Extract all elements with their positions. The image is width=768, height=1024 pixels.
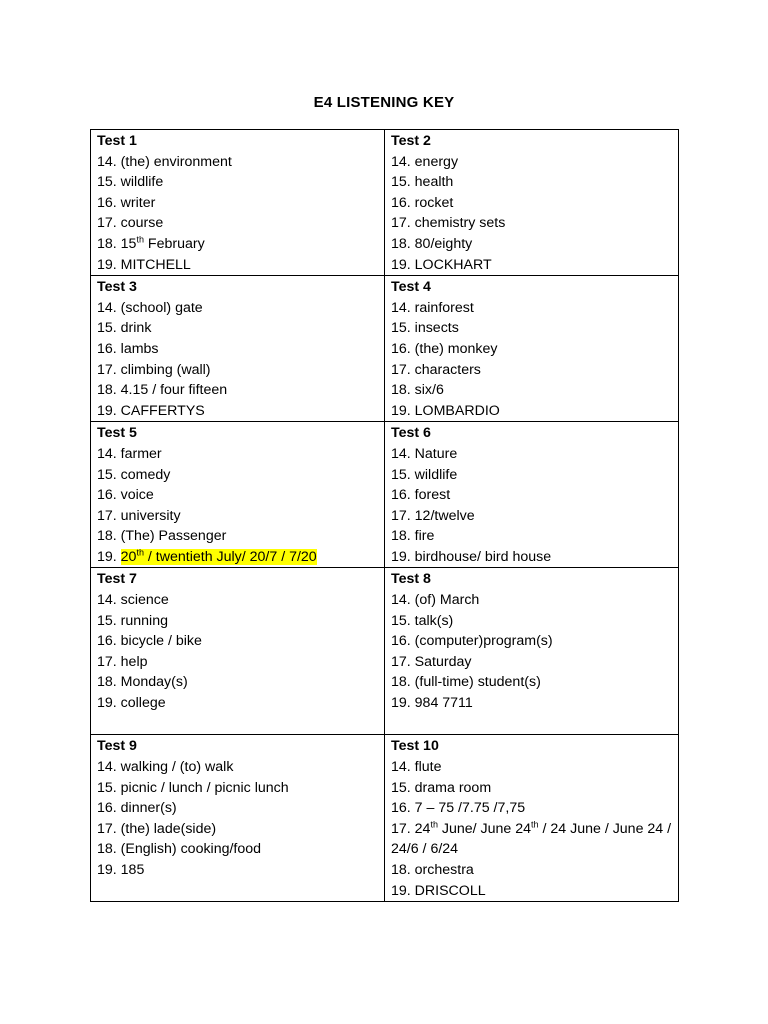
test-8-answer-16: 16. (computer)program(s) — [391, 633, 553, 650]
test-2-answer-17: 17. chemistry sets — [391, 215, 506, 232]
test-6-answer-18: 18. fire — [391, 528, 435, 545]
test-3-answer-18: 18. 4.15 / four fifteen — [97, 382, 228, 399]
test-7-cell — [91, 568, 385, 735]
test-5-answer-19-prefix: 19. — [97, 548, 121, 565]
test-1-answer-18-prefix: 18. 15 — [97, 235, 137, 252]
test-4-heading: Test 4 — [391, 279, 431, 296]
test-4-answer-16: 16. (the) monkey — [391, 340, 498, 357]
test-5-answer-19-sup: th — [136, 547, 144, 558]
test-4-answer-18: 18. six/6 — [391, 382, 444, 399]
table-row — [91, 735, 679, 902]
test-1-heading: Test 1 — [97, 133, 137, 149]
test-10-heading: Test 10 — [391, 738, 439, 755]
test-3-answer-19: 19. CAFFERTYS — [97, 402, 205, 419]
test-1-answer-18-suffix: February — [143, 235, 205, 252]
test-1-answer-18 — [97, 234, 378, 255]
test-2-answer-15: 15. health — [391, 174, 454, 191]
test-6-answer-16: 16. forest — [391, 487, 451, 504]
test-7-answer-17: 17. help — [97, 653, 148, 670]
test-2-answer-18: 18. 80/eighty — [391, 235, 473, 252]
test-5-answer-19-hl-2: / twentieth July/ 20/7 / 7/20 — [143, 548, 317, 565]
test-10-answer-19: 19. DRISCOLL — [391, 882, 486, 899]
test-4-answer-15: 15. insects — [391, 320, 459, 337]
test-5-cell — [91, 422, 385, 568]
test-3-answer-17: 17. climbing (wall) — [97, 361, 211, 378]
test-10-answer-14: 14. flute — [391, 759, 442, 776]
test-5-heading: Test 5 — [97, 425, 137, 442]
test-7-answer-18: 18. Monday(s) — [97, 674, 188, 691]
test-9-answer-19: 19. 185 — [97, 862, 145, 879]
test-2-cell — [385, 130, 679, 276]
test-2-heading: Test 2 — [391, 133, 431, 149]
test-8-cell — [385, 568, 679, 735]
table-row — [91, 130, 679, 276]
test-9-heading: Test 9 — [97, 738, 137, 755]
test-2-answer-16: 16. rocket — [391, 194, 454, 211]
test-10-answer-17-part-1: 17. 24 — [391, 820, 431, 837]
test-5-answer-18: 18. (The) Passenger — [97, 528, 227, 545]
test-3-cell — [91, 276, 385, 422]
test-9-answer-17: 17. (the) lade(side) — [97, 820, 217, 837]
test-1-answer-18-sup: th — [136, 234, 144, 245]
test-1-answer-14: 14. (the) environment — [97, 153, 232, 170]
test-9-answer-18: 18. (English) cooking/food — [97, 841, 262, 858]
test-5-answer-16: 16. voice — [97, 487, 154, 504]
test-9-answer-14: 14. walking / (to) walk — [97, 759, 234, 776]
test-10-answer-15: 15. drama room — [391, 779, 492, 796]
test-9-answer-15: 15. picnic / lunch / picnic lunch — [97, 779, 289, 796]
highlighted-answer — [121, 549, 317, 565]
test-6-cell — [385, 422, 679, 568]
test-3-heading: Test 3 — [97, 279, 137, 296]
test-1-answer-16: 16. writer — [97, 194, 156, 211]
test-3-answer-16: 16. lambs — [97, 340, 159, 357]
table-row — [91, 276, 679, 422]
test-6-answer-15: 15. wildlife — [391, 466, 458, 483]
test-10-answer-18: 18. orchestra — [391, 862, 474, 879]
test-8-answer-17: 17. Saturday — [391, 653, 472, 670]
test-9-answer-16: 16. dinner(s) — [97, 800, 177, 817]
test-8-answer-15: 15. talk(s) — [391, 612, 454, 629]
test-10-cell — [385, 735, 679, 902]
test-5-answer-14: 14. farmer — [97, 445, 162, 462]
test-6-answer-17: 17. 12/twelve — [391, 507, 475, 524]
test-8-answer-18: 18. (full-time) student(s) — [391, 674, 541, 691]
test-6-answer-19: 19. birdhouse/ bird house — [391, 548, 552, 565]
test-10-answer-17-sup-1: th — [430, 819, 438, 830]
test-10-answer-16: 16. 7 – 75 /7.75 /7,75 — [391, 800, 526, 817]
test-7-answer-14: 14. science — [97, 592, 169, 609]
test-3-answer-14: 14. (school) gate — [97, 299, 203, 316]
test-4-answer-17: 17. characters — [391, 361, 481, 378]
test-5-answer-19 — [97, 547, 378, 568]
test-1-answer-17: 17. course — [97, 215, 164, 232]
test-6-heading: Test 6 — [391, 425, 431, 442]
test-8-answer-14: 14. (of) March — [391, 592, 480, 609]
test-10-answer-17-part-2: June/ June 24 — [437, 820, 532, 837]
test-7-answer-19: 19. college — [97, 695, 166, 712]
test-1-answer-15: 15. wildlife — [97, 174, 164, 191]
test-8-heading: Test 8 — [391, 571, 431, 588]
test-7-heading: Test 7 — [97, 571, 137, 588]
test-4-cell — [385, 276, 679, 422]
test-2-answer-14: 14. energy — [391, 153, 459, 170]
test-10-answer-17-part-3: / 24 June / June 24 / 24/6 / 6/24 — [391, 820, 672, 858]
test-1-answer-19: 19. MITCHELL — [97, 256, 191, 273]
test-4-answer-19: 19. LOMBARDIO — [391, 402, 500, 419]
test-9-cell — [91, 735, 385, 902]
test-1-cell — [91, 130, 385, 276]
test-8-answer-19: 19. 984 7711 — [391, 695, 473, 712]
table-row — [91, 568, 679, 735]
page-title: E4 LISTENING KEY — [313, 94, 455, 111]
test-10-answer-17-sup-2: th — [531, 819, 539, 830]
test-4-answer-14: 14. rainforest — [391, 299, 474, 316]
test-5-answer-19-hl-1: 20 — [120, 548, 137, 565]
test-5-answer-15: 15. comedy — [97, 466, 171, 483]
test-7-answer-16: 16. bicycle / bike — [97, 633, 202, 650]
test-10-answer-17 — [391, 819, 672, 860]
test-2-answer-19: 19. LOCKHART — [391, 256, 492, 273]
test-5-answer-17: 17. university — [97, 507, 181, 524]
test-3-answer-15: 15. drink — [97, 320, 152, 337]
test-6-answer-14: 14. Nature — [391, 445, 458, 462]
test-7-answer-15: 15. running — [97, 612, 168, 629]
table-row — [91, 422, 679, 568]
answer-key-table — [90, 129, 679, 902]
